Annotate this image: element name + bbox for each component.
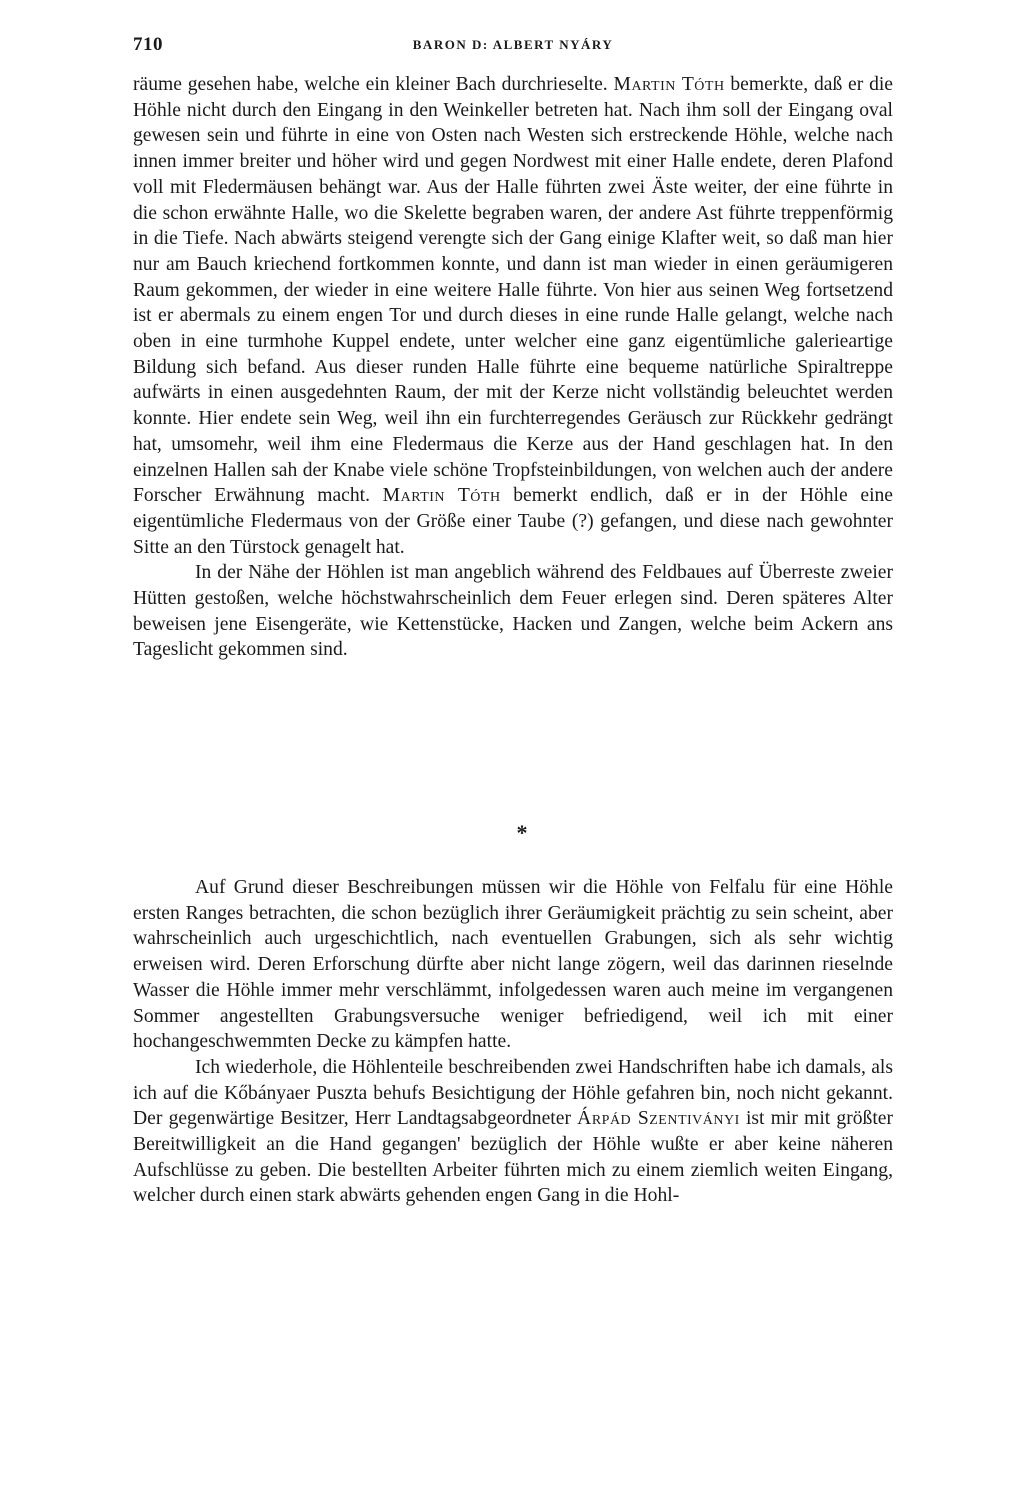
- paragraph: In der Nähe der Höhlen ist man angeblich während des Feldbaues auf Überreste zweier Hütten gestoßen, welche höchstwahrscheinlich dem Feuer erlegen sind. Deren späteres Alter beweisen jene Eisengeräte, wie Kettenstücke, Hacken und Zangen, welche beim Ackern ans Tageslicht gekommen sind.: [133, 562, 893, 661]
- person-name: Árpád Szentiványi: [577, 1108, 740, 1130]
- text-run: bemerkte, daß er die Höhle nicht durch den Eingang in den Weinkeller betreten hat. Nach ihm soll der Eingang oval gewesen sein und führte in eine von Osten nach Westen sich erstreckende Höhle, welche nach innen immer breiter und höher wird und gegen Nordwest mit einer Halle endete, deren Plafond voll mit Fledermäusen behängt war. Aus der Halle führten zwei Äste weiter, der eine führte in die schon erwähnte Halle, wo die Skelette begraben waren, der andere Ast führte treppenförmig in die Tiefe. Nach abwärts steigend verengte sich der Gang einige Klafter weit, so daß man hier nur am Bauch kriechend fortkommen konnte, und dann ist man wieder in einen geräumigeren Raum gekommen, der wieder in eine weitere Halle führte. Von hier aus seinen Weg fortsetzend ist er abermals zu einem engen Tor und durch dieses in eine runde Halle gelangt, welche nach oben in eine turmhohe Kuppel endete, unter welcher eine ganz eigentümliche galerieartige Bildung sich befand. Aus dieser runden Halle führte eine bequeme natürliche Spiraltreppe aufwärts in einen ausgedehnten Raum, der mit der Kerze nicht vollständig beleuchtet werden konnte. Hier endete sein Weg, weil ihn ein furchterregendes Geräusch zur Rückkehr gedrängt hat, umsomehr, weil ihm eine Fledermaus die Kerze aus der Hand geschlagen hat. In den einzelnen Hallen sah der Knabe viele schöne Tropfsteinbildungen, von welchen auch der andere Forscher Erwähnung macht.: [133, 74, 894, 507]
- paragraph: [133, 1055, 893, 1209]
- running-head: [133, 34, 893, 58]
- text-run: räume gesehen habe, welche ein kleiner Bach durchrieselte.: [133, 74, 614, 95]
- person-name: Martin Tóth: [382, 485, 501, 507]
- paragraph: Auf Grund dieser Beschreibungen müssen wir die Höhle von Felfalu für eine Höhle ersten Ranges betrachten, die schon bezüglich ihrer Geräumigkeit prächtig zu sein scheint, aber wahrscheinlich auch urgeschichtlich, nach eventuellen Grabungen, sich als sehr wichtig erweisen wird. Deren Erforschung dürfte aber nicht lange zögern, weil das darinnen rieselnde Wasser die Höhle immer mehr verschlämmt, infolgedessen waren auch meine im vergangenen Sommer angestellten Grabungsversuche weniger befriedigend, weil ich mit einer hochangeschwemmten Decke zu kämpfen hatte.: [133, 877, 893, 1053]
- section-separator-asterisk: *: [516, 820, 528, 845]
- text-run: Ich wiederhole, die Höhlenteile beschreibenden zwei Handschriften habe ich damals, als ich auf die Kőbányaer Puszta behufs Besichtigung der Höhle gefahren bin, noch nicht gekannt. Der gegenwärtige Besitzer, Herr Landtagsabgeordneter: [133, 1056, 893, 1130]
- text-section-2: [133, 875, 893, 1209]
- paragraph: [133, 72, 893, 560]
- text-section-1: [133, 72, 893, 663]
- text-run: ist mir mit größter Bereitwilligkeit an die Hand gegangen' bezüglich der Höhle wußte er aber keine näheren Aufschlüsse zu geben. Die bestellten Arbeiter führten mich zu einem ziemlich weiten Eingang, welcher durch einen stark abwärts gehenden engen Gang in die Hohl-: [133, 1108, 893, 1207]
- text-run: bemerkt endlich, daß er in der Höhle eine eigentümliche Fledermaus von der Größe einer Taube (?) gefangen, und diese nach gewohnter Sitte an den Türstock genagelt hat.: [133, 485, 894, 558]
- page-number: 710: [133, 34, 163, 55]
- person-name: Martin Tóth: [613, 74, 725, 95]
- running-title: BARON D: ALBERT NYÁRY: [412, 37, 614, 52]
